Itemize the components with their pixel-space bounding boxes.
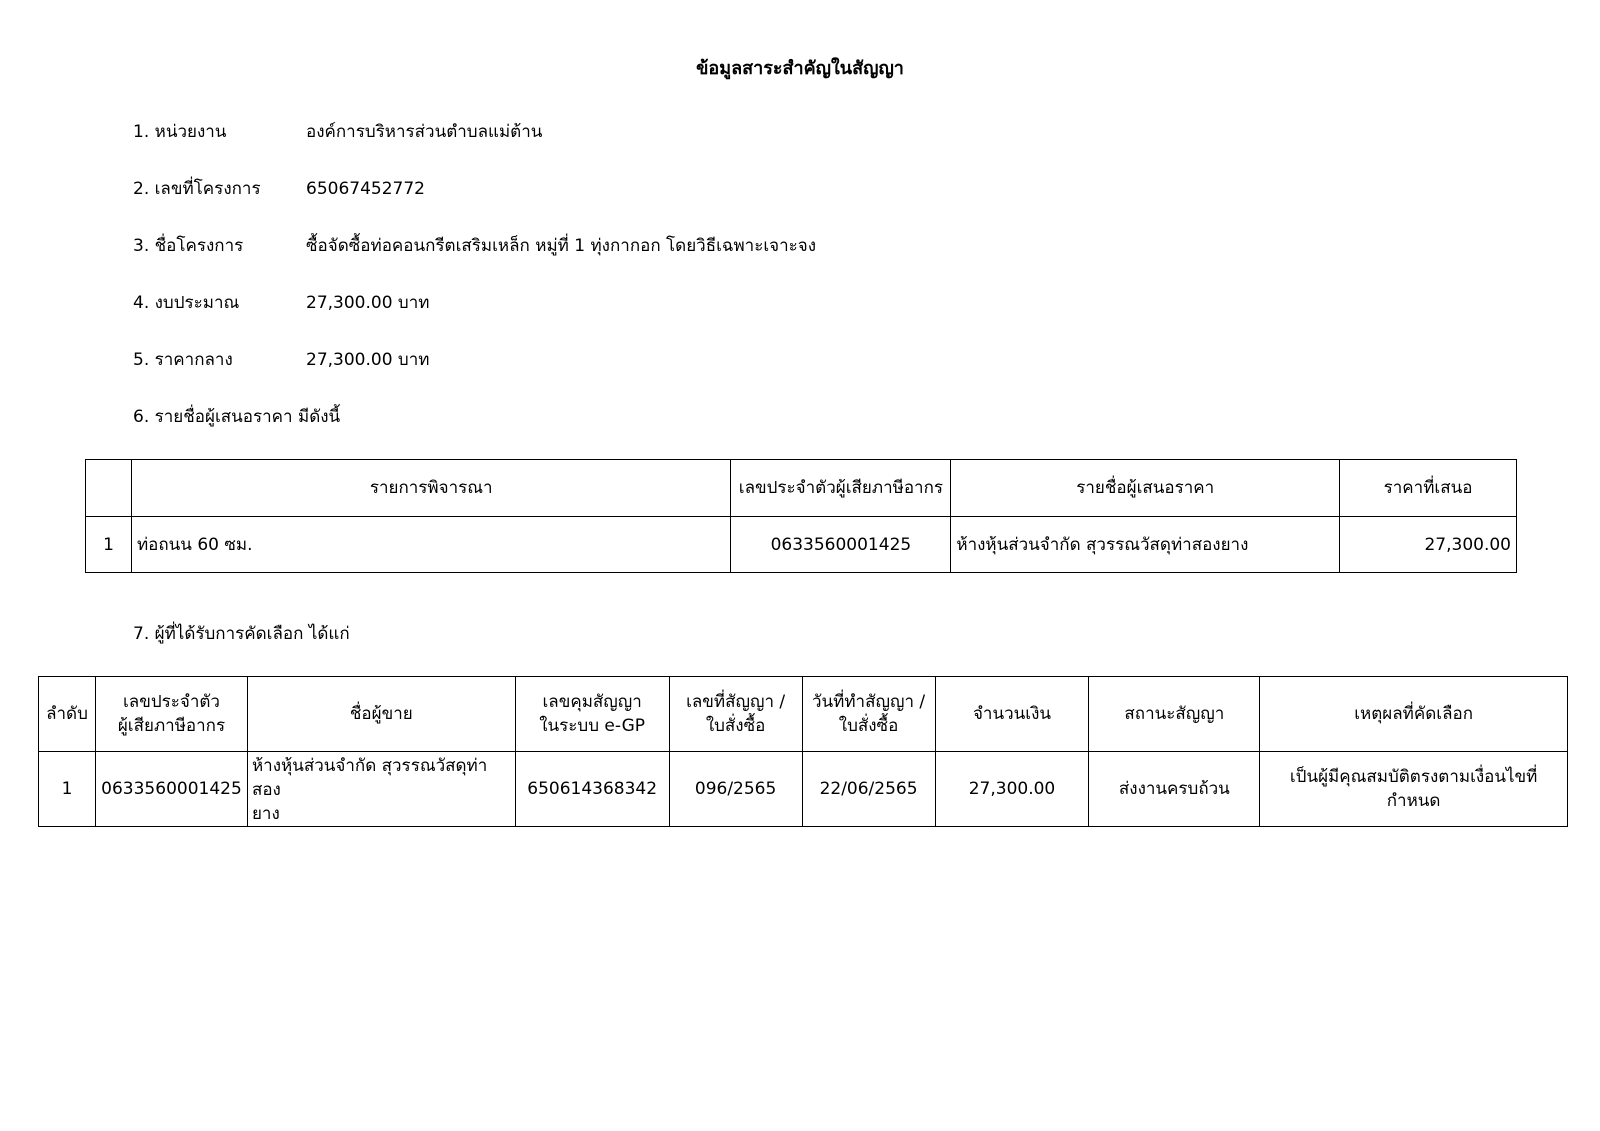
header-line: เลขคุมสัญญา [542, 692, 642, 712]
seller-line: ยาง [251, 804, 280, 824]
column-header [95, 677, 247, 752]
field-value: 27,300.00 บาท [306, 350, 430, 370]
field-value: 65067452772 [306, 179, 425, 199]
bidders-table [85, 459, 1517, 573]
bidder-cell: ห้างหุ้นส่วนจำกัด สุวรรณวัสดุท่าสองยาง [951, 517, 1340, 573]
column-header [669, 677, 802, 752]
row-number: 1 [86, 517, 132, 573]
bidders-heading: 6. รายชื่อผู้เสนอราคา มีดังนี้ [133, 407, 341, 427]
column-header: เหตุผลที่คัดเลือก [1260, 677, 1568, 752]
column-header [86, 460, 132, 517]
header-line: วันที่ทำสัญญา / [811, 692, 926, 712]
field-label: 4. งบประมาณ [133, 293, 240, 313]
tax-id-cell: 0633560001425 [95, 752, 247, 827]
winner-heading: 7. ผู้ที่ได้รับการคัดเลือก ได้แก่ [133, 624, 350, 644]
table-row [39, 752, 1568, 827]
column-header: จำนวนเงิน [935, 677, 1089, 752]
field-label: 5. ราคากลาง [133, 350, 233, 370]
item-cell: ท่อถนน 60 ซม. [131, 517, 730, 573]
header-line: ในระบบ e-GP [539, 716, 646, 736]
table-header-row [39, 677, 1568, 752]
column-header: เลขประจำตัวผู้เสียภาษีอากร [731, 460, 951, 517]
field-label: 2. เลขที่โครงการ [133, 179, 261, 199]
table-header-row [86, 460, 1517, 517]
seller-cell [247, 752, 515, 827]
column-header [515, 677, 669, 752]
column-header: รายชื่อผู้เสนอราคา [951, 460, 1340, 517]
reason-cell: เป็นผู้มีคุณสมบัติตรงตามเงื่อนไขที่กำหนด [1260, 752, 1568, 827]
column-header [802, 677, 935, 752]
column-header: สถานะสัญญา [1089, 677, 1260, 752]
tax-id-cell: 0633560001425 [731, 517, 951, 573]
winner-table [38, 676, 1568, 827]
header-line: ผู้เสียภาษีอากร [117, 716, 226, 736]
amount-cell: 27,300.00 [935, 752, 1089, 827]
header-line: ใบสั่งซื้อ [838, 716, 899, 736]
seller-line: ห้างหุ้นส่วนจำกัด สุวรรณวัสดุท่าสอง [251, 756, 488, 800]
table-row [86, 517, 1517, 573]
field-value: องค์การบริหารส่วนตำบลแม่ต้าน [306, 122, 543, 142]
price-cell: 27,300.00 [1340, 517, 1517, 573]
header-line: ใบสั่งซื้อ [705, 716, 766, 736]
column-header: ชื่อผู้ขาย [247, 677, 515, 752]
column-header: ลำดับ [39, 677, 96, 752]
field-value: ซื้อจัดซื้อท่อคอนกรีตเสริมเหล็ก หมู่ที่ 1 ทุ่งกากอก โดยวิธีเฉพาะเจาะจง [306, 236, 817, 256]
field-value: 27,300.00 บาท [306, 293, 430, 313]
contract-number-cell: 096/2565 [669, 752, 802, 827]
field-label: 1. หน่วยงาน [133, 122, 227, 142]
status-cell: ส่งงานครบถ้วน [1089, 752, 1260, 827]
column-header: รายการพิจารณา [131, 460, 730, 517]
row-number: 1 [39, 752, 96, 827]
column-header: ราคาที่เสนอ [1340, 460, 1517, 517]
header-line: เลขประจำตัว [122, 692, 220, 712]
contract-date-cell: 22/06/2565 [802, 752, 935, 827]
field-label: 3. ชื่อโครงการ [133, 236, 244, 256]
document-title: ข้อมูลสาระสำคัญในสัญญา [696, 58, 904, 79]
control-number-cell: 650614368342 [515, 752, 669, 827]
header-line: เลขที่สัญญา / [686, 692, 786, 712]
